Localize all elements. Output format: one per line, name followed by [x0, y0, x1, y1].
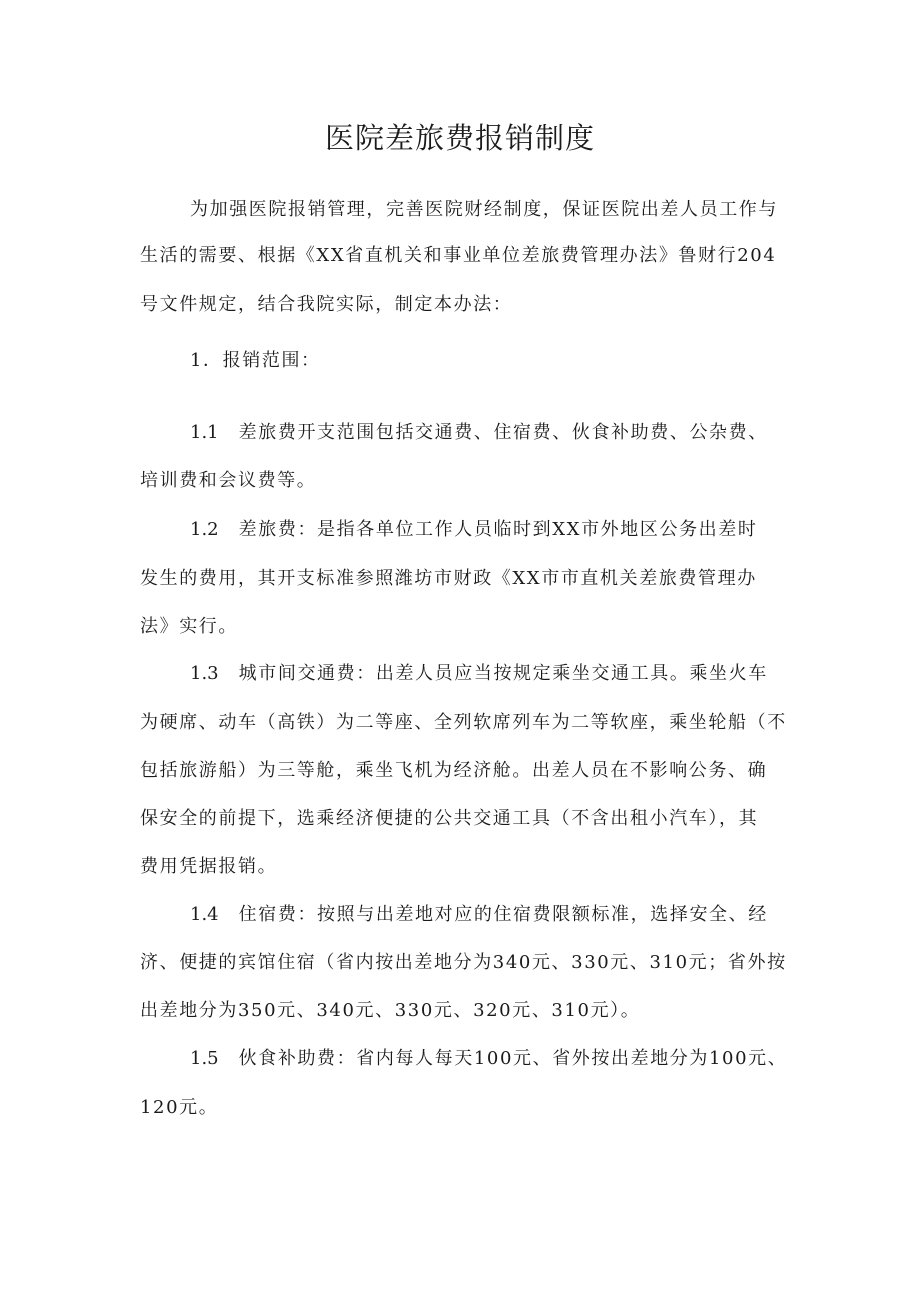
item-number: 1.1: [190, 422, 219, 443]
item-text: 差旅费：是指各单位工作人员临时到XX市外地区公务出差时: [238, 519, 758, 540]
item-number: 1.2: [190, 519, 219, 540]
item-text: 伙食补助费：省内每人每天100元、省外按出差地分为100元、: [238, 1048, 788, 1069]
document-title: 医院差旅费报销制度: [324, 121, 595, 155]
item-1-3-line-3: 包括旅游船）为三等舱，乘坐飞机为经济舱。出差人员在不影响公务、确: [140, 760, 768, 781]
item-1-3-line-1: [190, 659, 768, 689]
item-1-3-line-5: 费用凭据报销。: [140, 856, 278, 877]
item-1-5-line-2: 120元。: [140, 1097, 219, 1118]
intro-line-3: 号文件规定，结合我院实际，制定本办法：: [140, 294, 513, 315]
item-1-4-line-3: 出差地分为350元、340元、330元、320元、310元）。: [140, 1000, 641, 1021]
item-1-5-line-1: [190, 1044, 787, 1074]
intro-line-2: 生活的需要、根据《XX省直机关和事业单位差旅费管理办法》鲁财行204: [140, 245, 777, 266]
item-1-4-line-2: 济、便捷的宾馆住宿（省内按出差地分为340元、330元、310元；省外按: [140, 952, 787, 973]
item-1-2-line-3: 法》实行。: [140, 616, 238, 637]
item-number: 1.3: [190, 663, 219, 684]
item-1-4-line-1: [190, 900, 768, 930]
item-1-3-line-2: 为硬席、动车（高铁）为二等座、全列软席列车为二等软座，乘坐轮船（不: [140, 712, 787, 733]
item-1-1-line-2: 培训费和会议费等。: [140, 470, 317, 491]
section-heading: 1．报销范围：: [190, 350, 321, 371]
item-text: 城市间交通费：出差人员应当按规定乘坐交通工具。乘坐火车: [238, 663, 768, 684]
item-1-3-line-4: 保安全的前提下，选乘经济便捷的公共交通工具（不含出租小汽车），其: [140, 808, 759, 829]
item-text: 住宿费：按照与出差地对应的住宿费限额标准，选择安全、经: [238, 904, 768, 925]
item-number: 1.5: [190, 1048, 219, 1069]
item-1-2-line-1: [190, 515, 757, 545]
item-1-1-line-1: [190, 418, 768, 448]
item-number: 1.4: [190, 904, 219, 925]
item-1-2-line-2: 发生的费用，其开支标准参照潍坊市财政《XX市市直机关差旅费管理办: [140, 568, 757, 589]
item-text: 差旅费开支范围包括交通费、住宿费、伙食补助费、公杂费、: [238, 422, 768, 443]
intro-line-1: 为加强医院报销管理，完善医院财经制度，保证医院出差人员工作与: [190, 199, 778, 220]
